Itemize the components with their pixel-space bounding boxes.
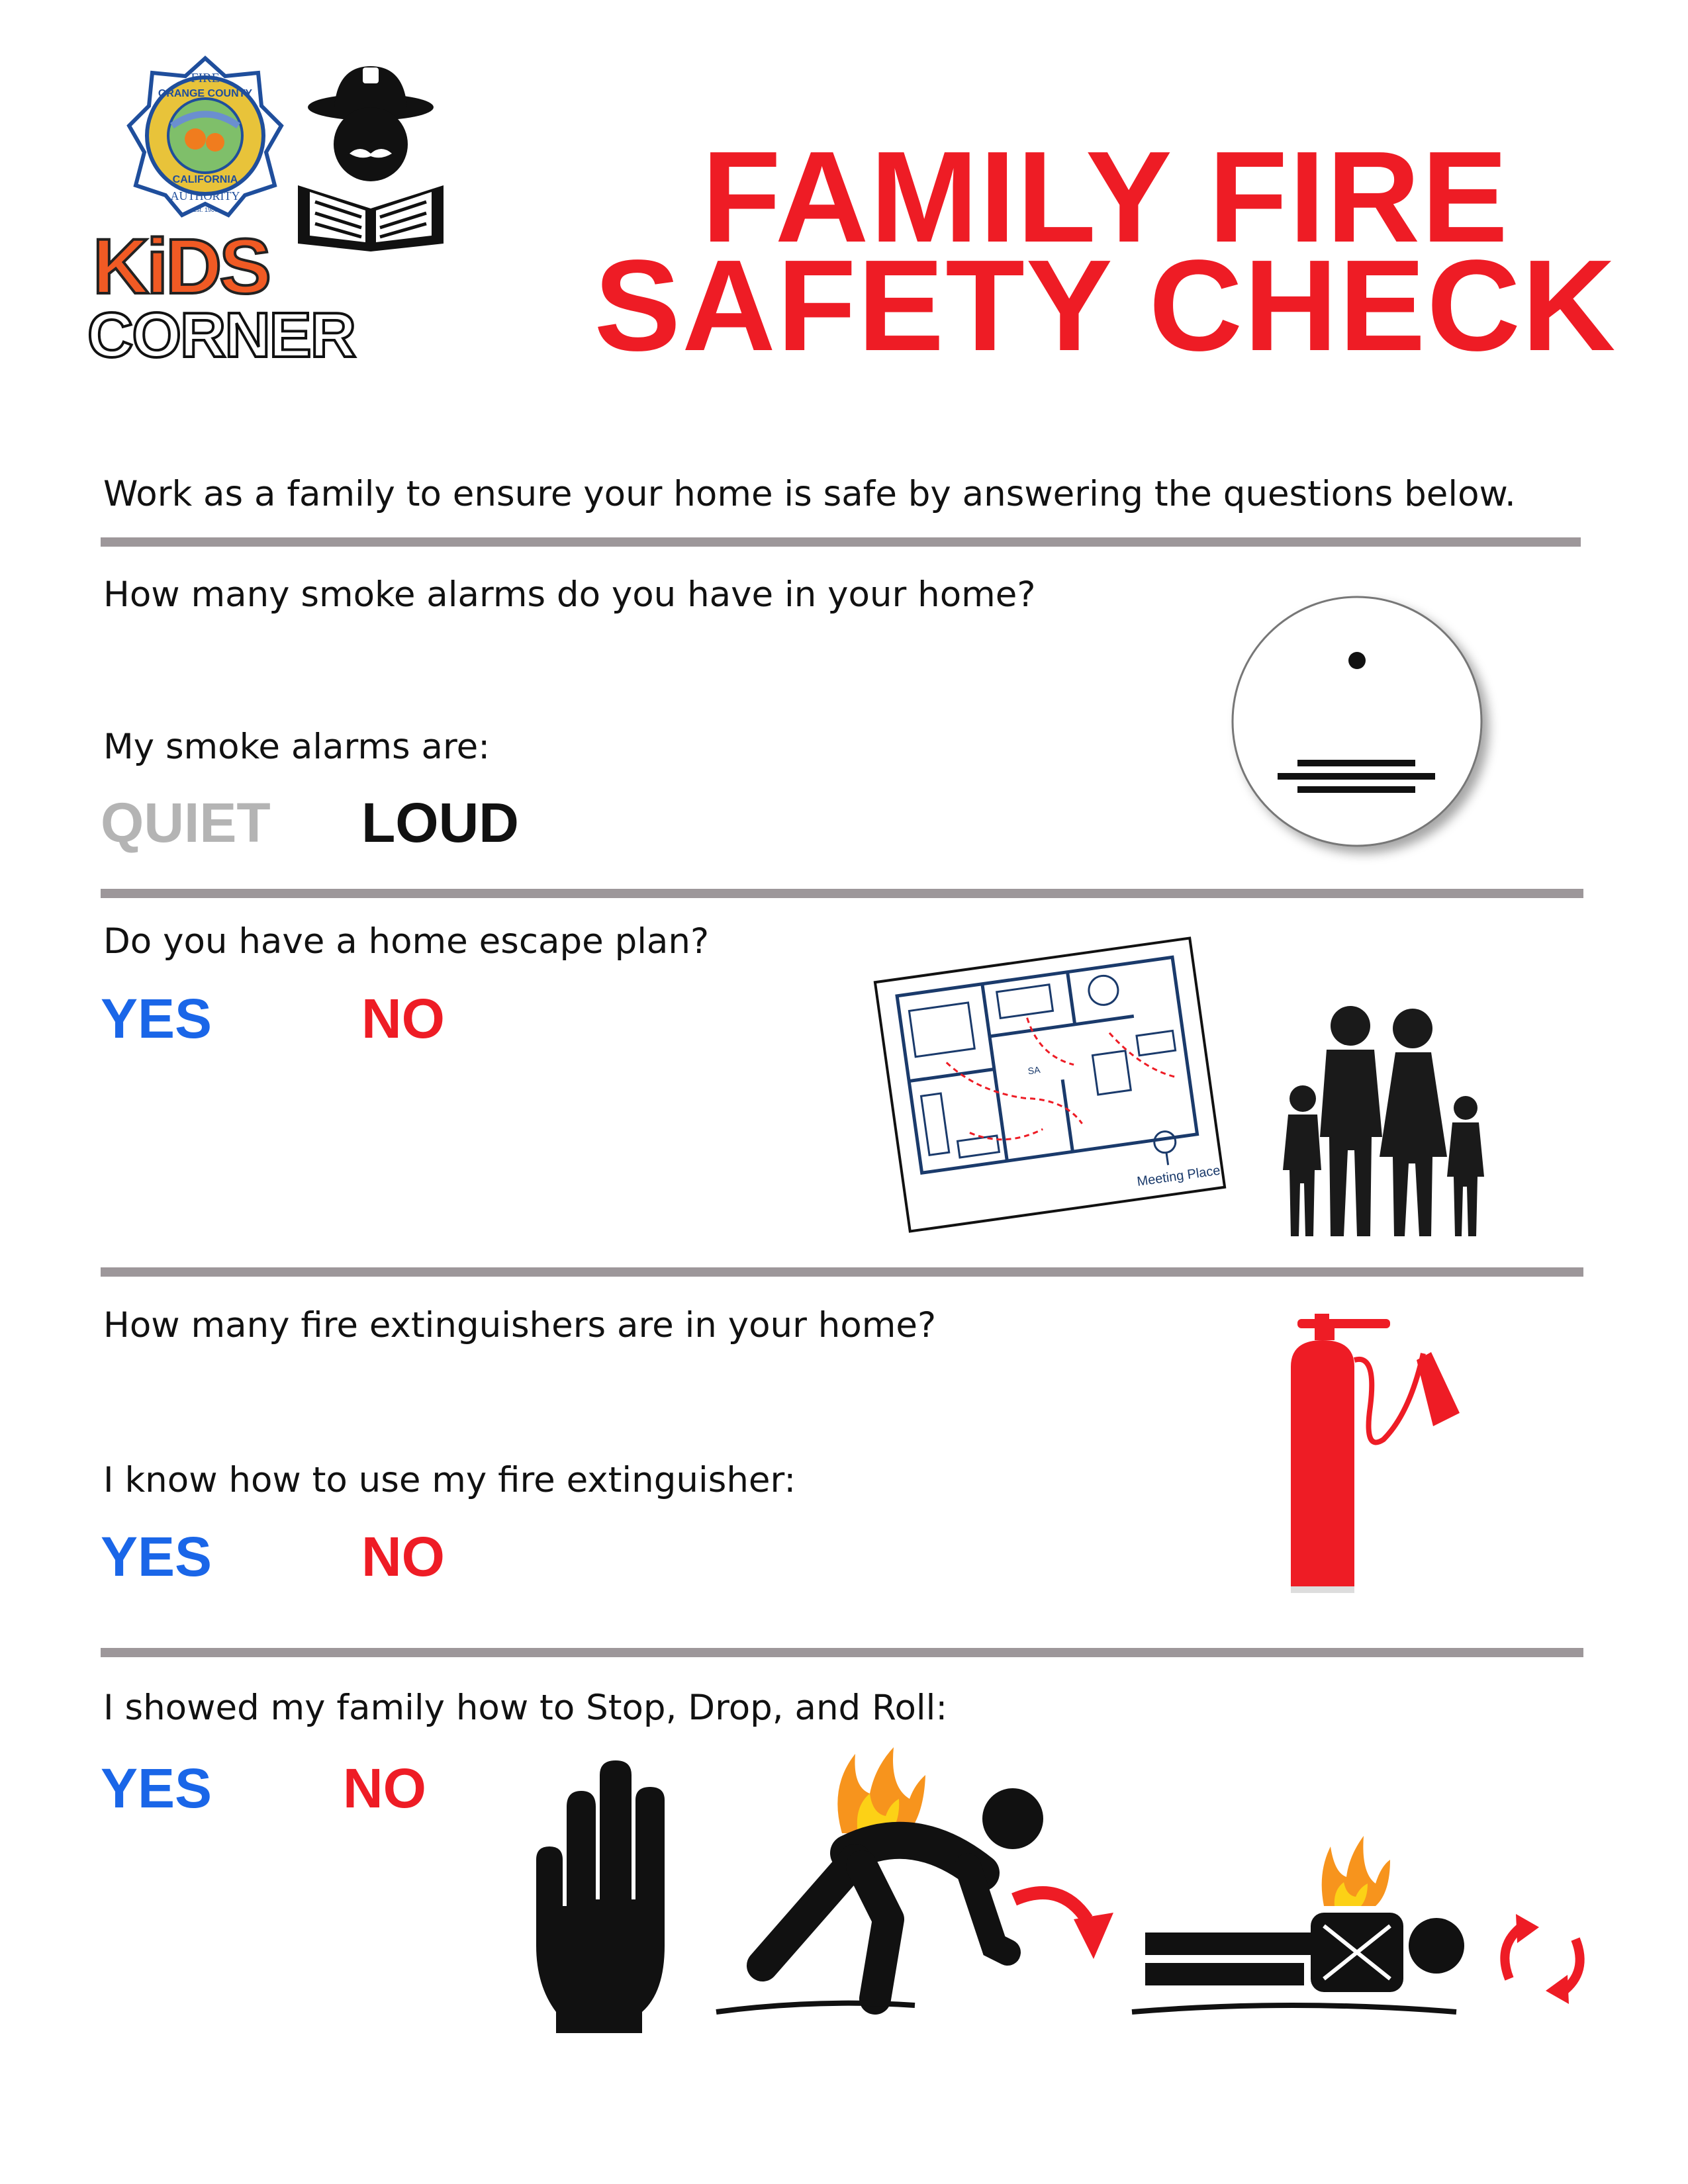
badge-ring-top-text: ORANGE COUNTY <box>158 88 253 99</box>
page-title-line-1: FAMILY FIRE <box>701 124 1509 269</box>
rotate-arrows-icon <box>1489 1906 1595 2012</box>
floor-plan-icon <box>865 929 1235 1240</box>
escape-plan-no-option[interactable]: NO <box>361 987 445 1050</box>
extinguisher-yes-option[interactable]: YES <box>101 1525 212 1588</box>
kids-wordmark: KiDS <box>93 223 269 310</box>
escape-plan-question: Do you have a home escape plan? <box>103 921 710 962</box>
smoke-alarm-icon <box>1225 596 1489 860</box>
badge-top-text: FIRE <box>191 71 220 85</box>
meeting-place-label: Meeting Place <box>1136 1163 1221 1189</box>
extinguisher-question: How many fire extinguishers are in your home? <box>103 1305 937 1345</box>
firefighter-reading-book-icon <box>291 66 450 251</box>
fire-authority-badge-icon <box>119 53 291 218</box>
kids-corner-logo <box>79 53 450 384</box>
smoke-alarm-prompt: My smoke alarms are: <box>103 727 491 767</box>
divider-2 <box>101 889 1583 898</box>
floor-plan-sa-marker: SA <box>1027 1064 1041 1077</box>
divider-4 <box>101 1648 1583 1657</box>
fire-extinguisher-icon <box>1278 1314 1529 1605</box>
extinguisher-no-option[interactable]: NO <box>361 1525 445 1588</box>
intro-text: Work as a family to ensure your home is safe by answering the questions below. <box>103 474 1516 514</box>
badge-est-text: Est. 1980 <box>192 206 218 213</box>
drop-person-on-fire-icon <box>716 1747 1153 2025</box>
roll-person-on-fire-icon <box>1125 1833 1483 2032</box>
family-silhouette-icon <box>1266 998 1504 1243</box>
loud-option[interactable]: LOUD <box>361 792 519 854</box>
sdr-no-option[interactable]: NO <box>343 1757 426 1819</box>
sdr-yes-option[interactable]: YES <box>101 1757 212 1819</box>
quiet-option[interactable]: QUIET <box>101 792 271 854</box>
badge-bottom-text: AUTHORITY <box>170 189 240 203</box>
escape-plan-yes-option[interactable]: YES <box>101 987 212 1050</box>
smoke-alarm-question: How many smoke alarms do you have in your home? <box>103 574 1036 615</box>
extinguisher-prompt: I know how to use my fire extinguisher: <box>103 1460 796 1500</box>
stop-drop-roll-prompt: I showed my family how to Stop, Drop, and Roll: <box>103 1688 948 1728</box>
page-title-line-2: SAFETY CHECK <box>594 233 1617 378</box>
corner-wordmark: CORNER <box>87 300 355 371</box>
stop-hand-icon <box>510 1760 682 2038</box>
divider-3 <box>101 1267 1583 1277</box>
badge-ring-bottom-text: CALIFORNIA <box>172 174 238 185</box>
divider-1 <box>101 537 1581 547</box>
